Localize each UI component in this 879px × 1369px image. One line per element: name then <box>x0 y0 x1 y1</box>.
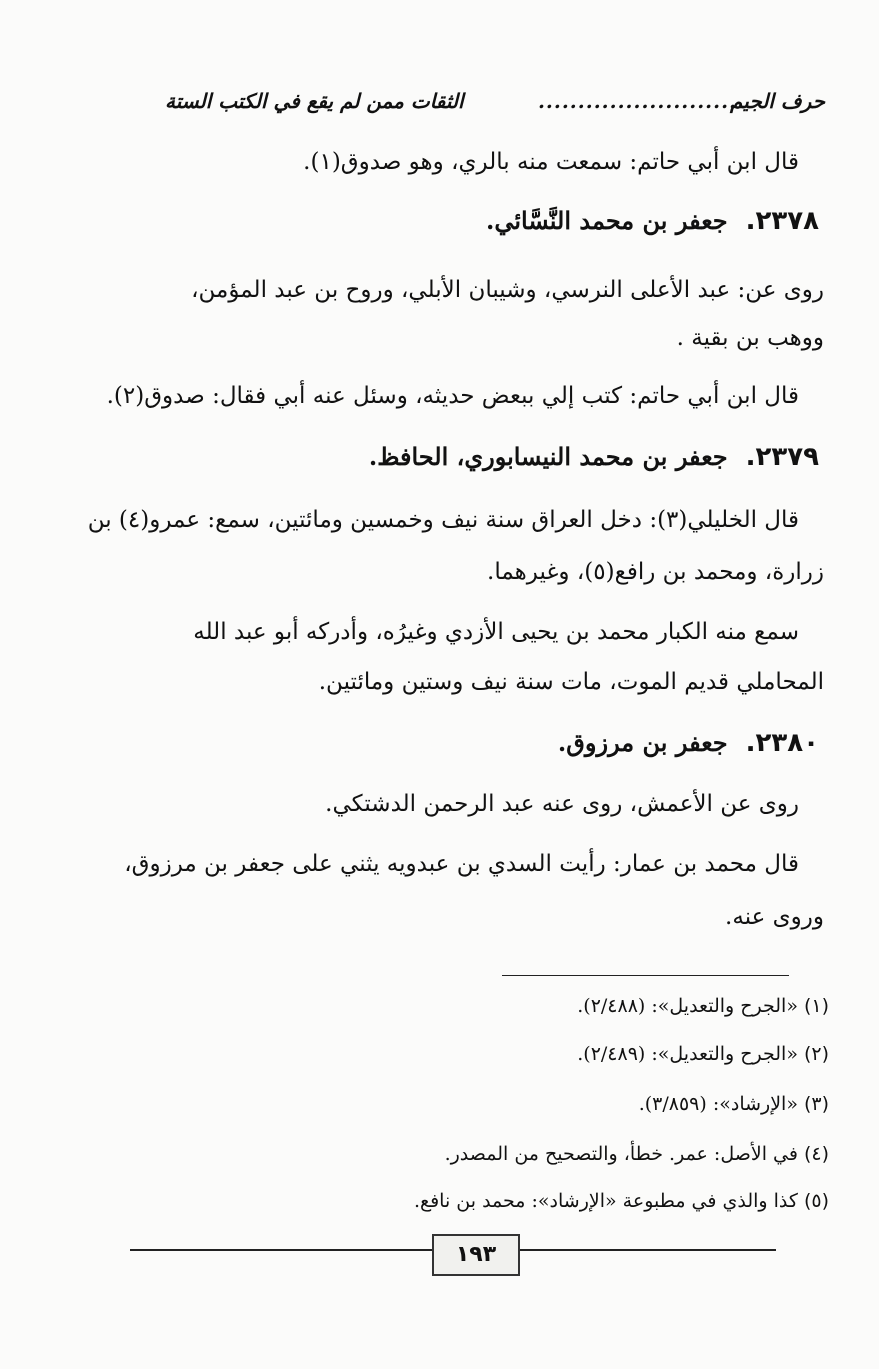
footnote-mark: (٤) <box>803 1143 829 1165</box>
header-leader-dots: .......................... <box>537 89 745 113</box>
text-line: روى عن: عبد الأعلى النرسي، وشيبان الأبلي، وروح بن عبد المؤمن، <box>191 277 824 303</box>
text-line: قال ابن أبي حاتم: كتب إلي ببعض حديثه، وسئل عنه أبي فقال: صدوق(٢). <box>106 383 799 409</box>
text-line: المحاملي قديم الموت، مات سنة نيف وستين ومائتين. <box>318 669 824 695</box>
footnote-text: «الجرح والتعديل»: (٢/٤٨٩). <box>577 1043 798 1065</box>
footnote-text: كذا والذي في مطبوعة «الإرشاد»: محمد بن نافع. <box>413 1190 798 1212</box>
footnote-text: في الأصل: عمر. خطأ، والتصحيح من المصدر. <box>444 1143 798 1165</box>
entry-heading-2379 <box>369 442 819 472</box>
entry-title: جعفر بن مرزوق. <box>557 728 728 757</box>
text-line: ووهب بن بقية . <box>676 325 824 351</box>
footnote-3 <box>639 1091 829 1117</box>
text-line: وروى عنه. <box>725 904 824 930</box>
footnote-mark: (٣) <box>803 1093 829 1115</box>
text-line: قال الخليلي(٣): دخل العراق سنة نيف وخمسين ومائتين، سمع: عمرو(٤) بن <box>87 507 799 533</box>
header-chapter: حرف الجيم <box>730 89 825 113</box>
footnote-text: «الإرشاد»: (٣/٨٥٩). <box>638 1093 798 1115</box>
footer-rule-left <box>130 1249 432 1251</box>
footnote-1 <box>577 993 829 1019</box>
text-line: روى عن الأعمش، روى عنه عبد الرحمن الدشتكي. <box>325 791 799 817</box>
footnote-text: «الجرح والتعديل»: (٢/٤٨٨). <box>577 995 798 1017</box>
footnote-separator <box>502 975 789 976</box>
footnote-2 <box>577 1041 829 1067</box>
text-line: سمع منه الكبار محمد بن يحيى الأزدي وغيرُه، وأدركه أبو عبد الله <box>193 619 799 645</box>
footnote-mark: (١) <box>803 995 829 1017</box>
entry-heading-2378 <box>486 206 819 236</box>
page-number: ١٩٣ <box>432 1234 520 1276</box>
footnote-mark: (٢) <box>803 1043 829 1065</box>
running-header <box>165 85 825 117</box>
entry-number: ٢٣٧٩. <box>745 442 819 472</box>
text-line: زرارة، ومحمد بن رافع(٥)، وغيرهما. <box>487 559 824 585</box>
text-line: قال محمد بن عمار: رأيت السدي بن عبدويه يثني على جعفر بن مرزوق، <box>124 851 799 877</box>
entry-number: ٢٣٧٨. <box>745 206 819 236</box>
footer-rule-right <box>516 1249 776 1251</box>
entry-number: ٢٣٨٠. <box>745 728 819 758</box>
entry-title: جعفر بن محمد النيسابوري، الحافظ. <box>368 442 728 471</box>
entry-title: جعفر بن محمد النَّسَّائي. <box>486 206 728 235</box>
footnote-mark: (٥) <box>803 1190 829 1212</box>
text-line: قال ابن أبي حاتم: سمعت منه بالري، وهو صدوق(١). <box>303 149 799 175</box>
header-book-title: الثقات ممن لم يقع في الكتب الستة <box>165 89 464 113</box>
footnote-5 <box>414 1188 829 1214</box>
entry-heading-2380 <box>558 728 819 758</box>
footnote-4 <box>445 1141 829 1167</box>
